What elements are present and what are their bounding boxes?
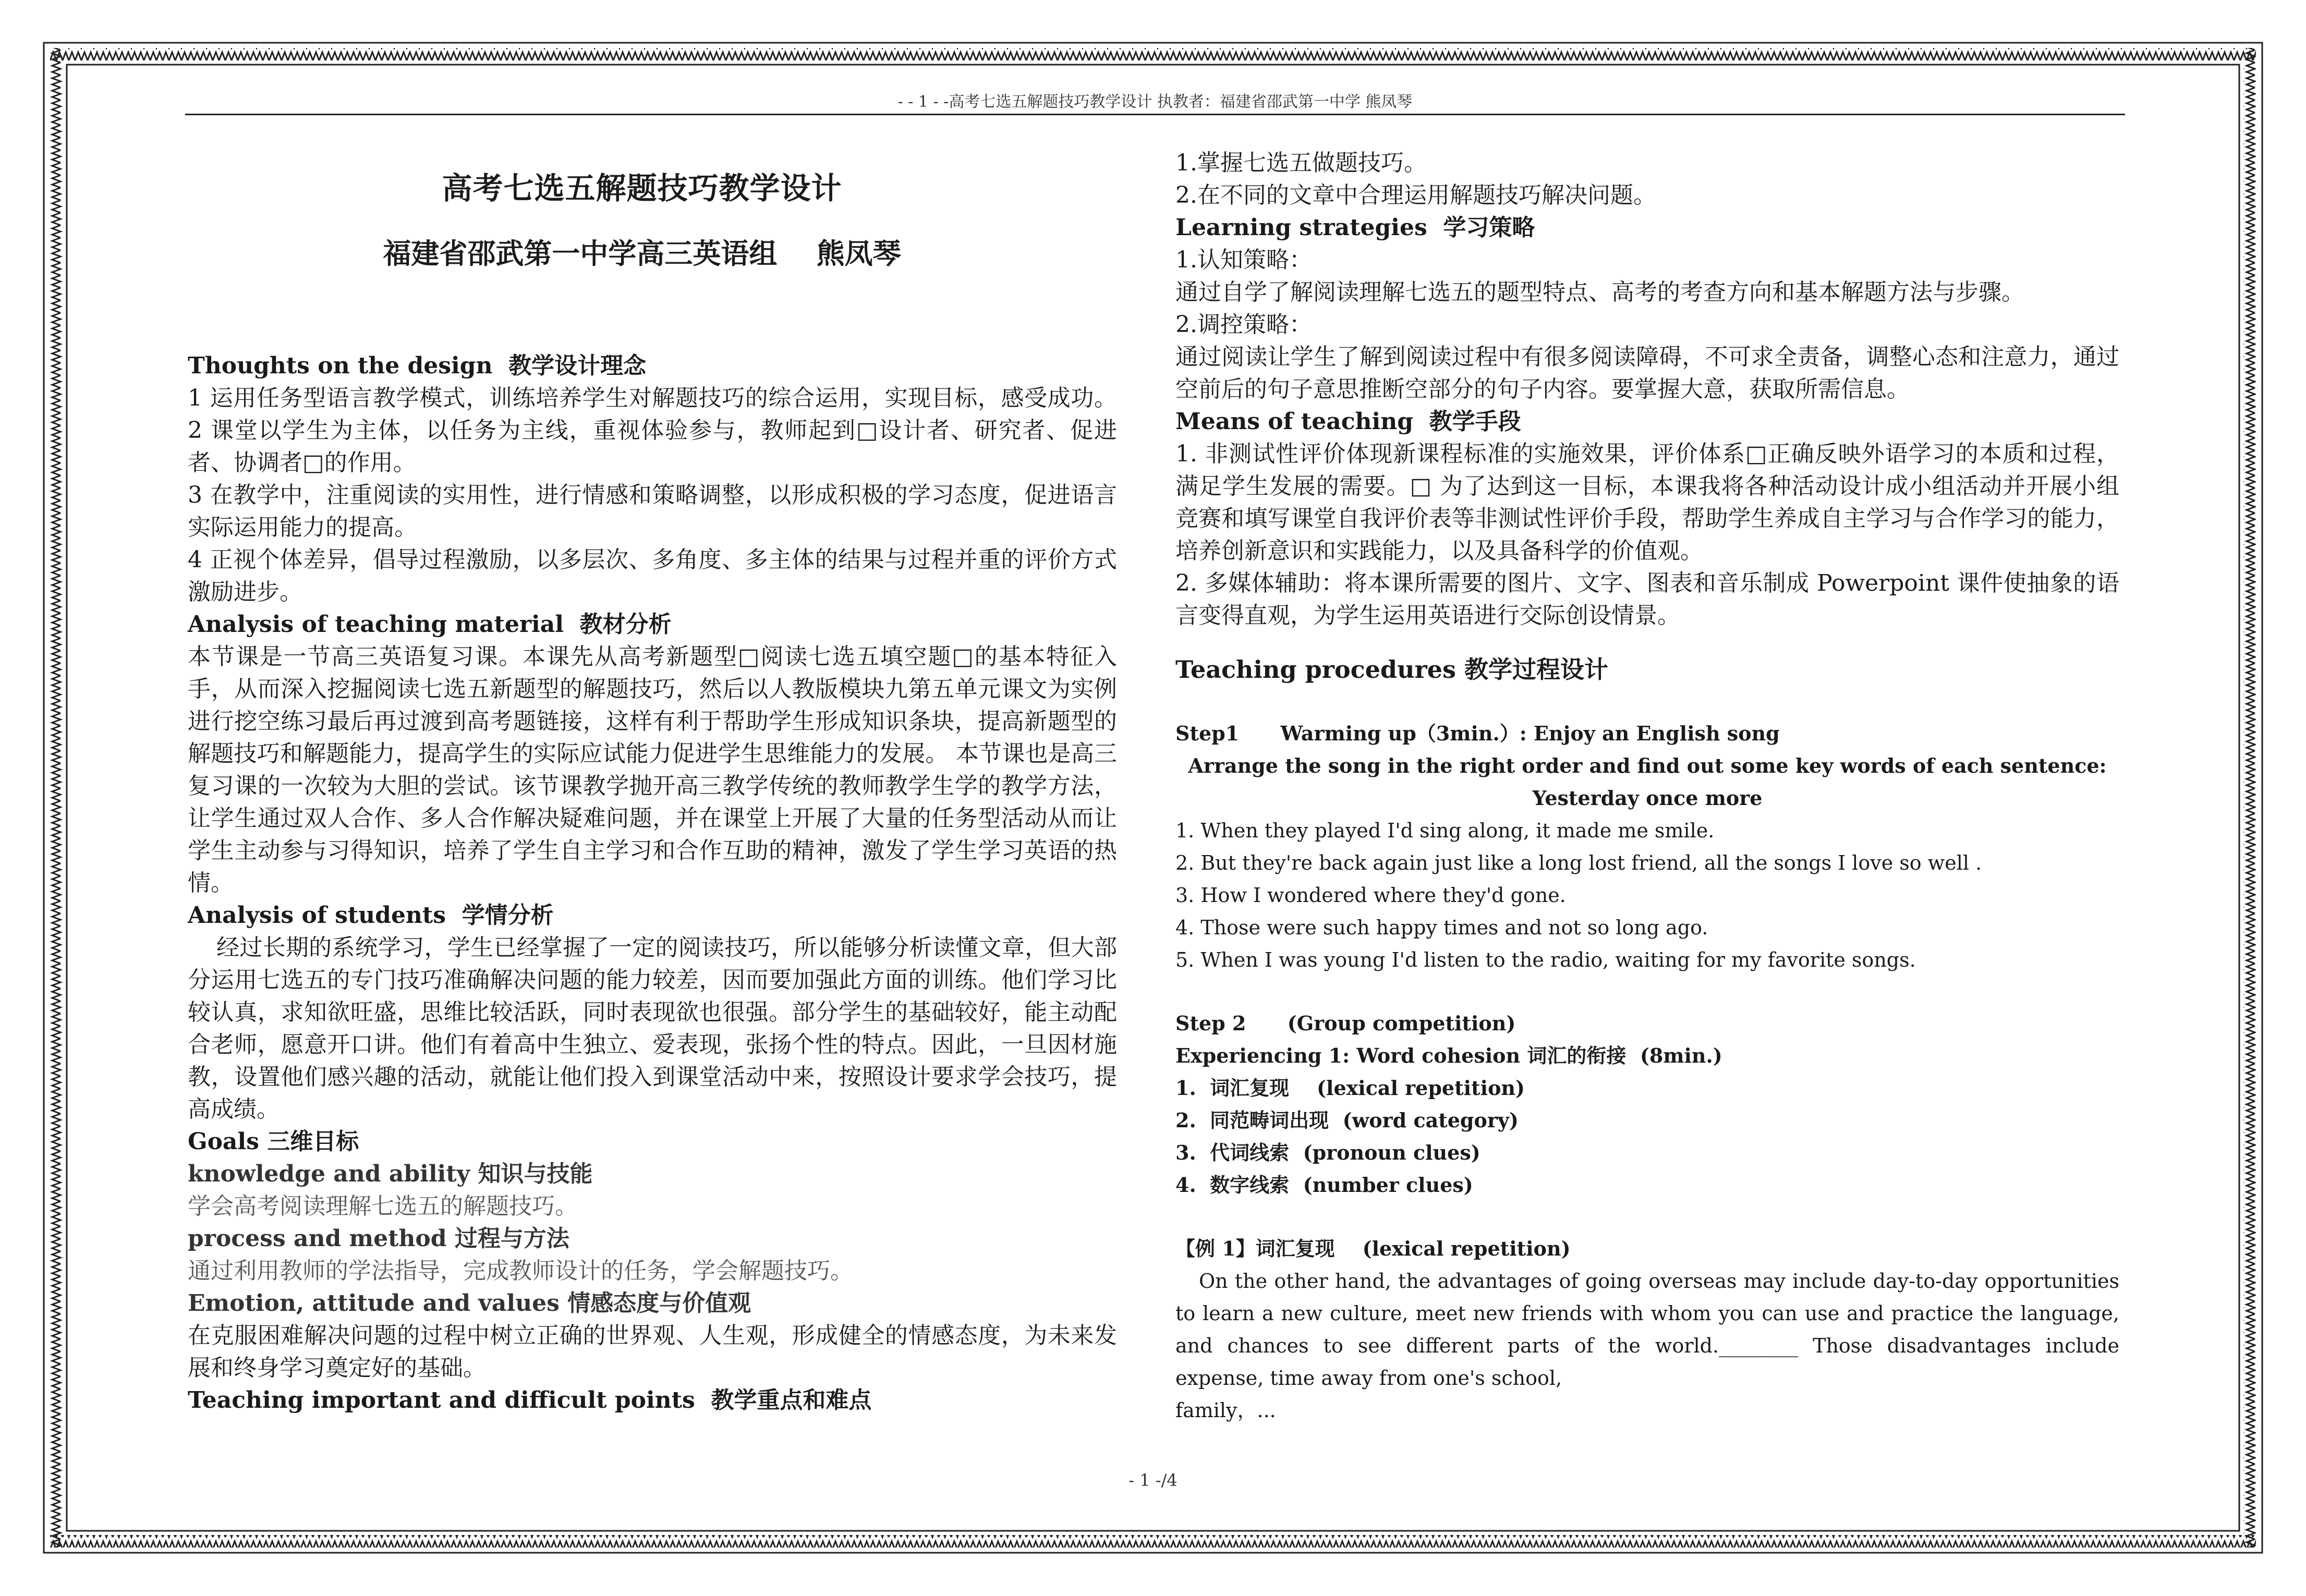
process-paragraph: 通过利用教师的学法指导，完成教师设计的任务，学会解题技巧。 xyxy=(188,1258,853,1284)
spacer xyxy=(1175,632,2119,653)
points-heading: Teaching important and difficult points 教学重点和难点 xyxy=(188,1387,872,1414)
means-heading: Means of teaching 教学手段 xyxy=(1175,408,1521,435)
strategy-2-paragraph: 通过阅读让学生了解到阅读过程中有很多阅读障碍，不可求全责备，调整心态和注意力，通过空前后的句子意思推断空部分的句子内容。要掌握大意，获取所需信息。 xyxy=(1175,344,2119,403)
right-column xyxy=(1175,147,2119,1427)
song-line: 1. When they played I'd sing along, it made me smile. xyxy=(1175,819,1715,842)
spacer xyxy=(1175,976,2119,1007)
material-paragraph: 本节课是一节高三英语复习课。本课先从高考新题型□阅读七选五填空题□的基本特征入手，从而深入挖掘阅读七选五新题型的解题技巧，然后以人教版模块九第五单元课文为实例进行挖空练习最后再过渡到高考题链接，这样有利于帮助学生形成知识条块，提高新题型的解题技巧和解题能力，提高学生的实际应试能力促进学生思维能力的发展。 本节课也是高三复习课的一次较为大胆的尝试。该节课教学抛开高三教学传统的教师教学生学的教学方法，让学生通过双人合作、多人合作解决疑难问题，并在课堂上开展了大量的任务型活动从而让学生主动参与习得知识，培养了学生自主学习和合作互助的精神，激发了学生学习英语的热情。 xyxy=(188,643,1117,896)
clue-item: 4. 数字线索 (number clues) xyxy=(1175,1173,1473,1197)
step-1-instruction: Arrange the song in the right order and find out some key words of each sentence: xyxy=(1188,754,2107,777)
students-paragraph: 经过长期的系统学习，学生已经掌握了一定的阅读技巧，所以能够分析读懂文章，但大部分运用七选五的专门技巧准确解决问题的能力较差，因而要加强此方面的训练。他们学习比较认真，求知欲旺盛，思维比较活跃，同时表现欲也很强。部分学生的基础较好，能主动配合老师，愿意开口讲。他们有着高中生独立、爱表现，张扬个性的特点。因此，一旦因材施教，设置他们感兴趣的活动，就能让他们投入到课堂活动中来，按照设计要求学会技巧，提高成绩。 xyxy=(188,934,1117,1123)
song-line: 3. How I wondered where they'd gone. xyxy=(1175,884,1566,907)
emotion-paragraph: 在克服困难解决问题的过程中树立正确的世界观、人生观，形成健全的情感态度，为未来发展和终身学习奠定好的基础。 xyxy=(188,1322,1117,1381)
song-line: 5. When I was young I'd listen to the radio, waiting for my favorite songs. xyxy=(1175,948,1916,971)
procedures-heading: Teaching procedures 教学过程设计 xyxy=(1175,655,1608,684)
example-1-tail: family，... xyxy=(1175,1399,1276,1422)
thoughts-paragraph-3: 4 正视个体差异，倡导过程激励，以多层次、多角度、多主体的结果与过程并重的评价方式激励进步。 xyxy=(188,546,1117,605)
spacer xyxy=(1175,1201,2119,1233)
song-line: 4. Those were such happy times and not so long ago. xyxy=(1175,916,1708,939)
thoughts-paragraph-2: 3 在教学中，注重阅读的实用性，进行情感和策略调整，以形成积极的学习态度，促进语言实际运用能力的提高。 xyxy=(188,482,1117,541)
page-header: - - 1 - -高考七选五解题技巧教学设计 执教者：福建省邵武第一中学 熊凤琴 xyxy=(897,93,1413,111)
example-1-heading: 【例 1】词汇复现 (lexical repetition) xyxy=(1175,1237,1571,1260)
strategies-heading: Learning strategies 学习策略 xyxy=(1175,214,1535,241)
thoughts-heading: Thoughts on the design 教学设计理念 xyxy=(188,352,647,379)
page-number: - 1 -/4 xyxy=(1128,1470,1178,1490)
means-paragraph-1: 1. 非测试性评价体现新课程标准的实施效果，评价体系□正确反映外语学习的本质和过程，满足学生发展的需要。□ 为了达到这一目标，本课我将各种活动设计成小组活动并开展小组竞赛和填写课堂自我评价表等非测试性评价手段，帮助学生养成自主学习与合作学习的能力，培养创新意识和实践能力，以及具备科学的价值观。 xyxy=(1175,441,2119,564)
goals-heading: Goals 三维目标 xyxy=(188,1128,359,1155)
strategy-2-label: 2.调控策略： xyxy=(1175,311,1312,338)
point-1: 1.掌握七选五做题技巧。 xyxy=(1175,150,1427,176)
left-column xyxy=(188,146,1117,1417)
step-1-heading: Step1 Warming up（3min.）: Enjoy an English song xyxy=(1175,722,1780,745)
clue-item: 1. 词汇复现 (lexical repetition) xyxy=(1175,1076,1525,1100)
knowledge-paragraph: 学会高考阅读理解七选五的解题技巧。 xyxy=(188,1193,578,1220)
clue-item: 3. 代词线索 (pronoun clues) xyxy=(1175,1141,1480,1164)
means-paragraph-2: 2. 多媒体辅助：将本课所需要的图片、文字、图表和音乐制成 Powerpoint 课件使抽象的语言变得直观，为学生运用英语进行交际创设情景。 xyxy=(1175,570,2119,629)
experiencing-1-heading: Experiencing 1: Word cohesion 词汇的衔接 (8min.) xyxy=(1175,1044,1722,1067)
song-title: Yesterday once more xyxy=(1532,786,1763,810)
title-spacer xyxy=(188,272,1117,350)
clue-item: 2. 同范畴词出现 (word category) xyxy=(1175,1108,1519,1132)
material-heading: Analysis of teaching material 教材分析 xyxy=(188,611,672,638)
strategy-1-paragraph: 通过自学了解阅读理解七选五的题型特点、高考的考查方向和基本解题方法与步骤。 xyxy=(1175,279,2024,306)
point-2: 2.在不同的文章中合理运用解题技巧解决问题。 xyxy=(1175,182,1656,209)
document-subtitle: 福建省邵武第一中学高三英语组 熊凤琴 xyxy=(383,237,901,270)
spacer xyxy=(1175,686,2119,717)
thoughts-paragraph-1: 1 运用任务型语言教学模式，训练培养学生对解题技巧的综合运用，实现目标，感受成功。2 课堂以学生为主体，以任务为主线，重视体验参与，教师起到□设计者、研究者、促进者、协调者□的作用。 xyxy=(188,385,1117,476)
header-rule xyxy=(185,114,2125,115)
song-line: 2. But they're back again just like a long lost friend, all the songs I love so well . xyxy=(1175,851,1982,874)
knowledge-heading: knowledge and ability 知识与技能 xyxy=(188,1161,593,1187)
step-2-heading: Step 2 (Group competition) xyxy=(1175,1012,1516,1035)
example-1-paragraph: On the other hand, the advantages of going overseas may include day-to-day opportunities to learn a new culture, meet new friends with whom you can use and practice the language, and chances to see different parts of the world.________ Those disadvantages include expense, time away from one's school, xyxy=(1175,1270,2119,1390)
document-title: 高考七选五解题技巧教学设计 xyxy=(442,170,842,206)
emotion-heading: Emotion, attitude and values 情感态度与价值观 xyxy=(188,1290,751,1317)
students-heading: Analysis of students 学情分析 xyxy=(188,902,554,929)
process-heading: process and method 过程与方法 xyxy=(188,1225,569,1252)
strategy-1-label: 1.认知策略： xyxy=(1175,247,1312,273)
